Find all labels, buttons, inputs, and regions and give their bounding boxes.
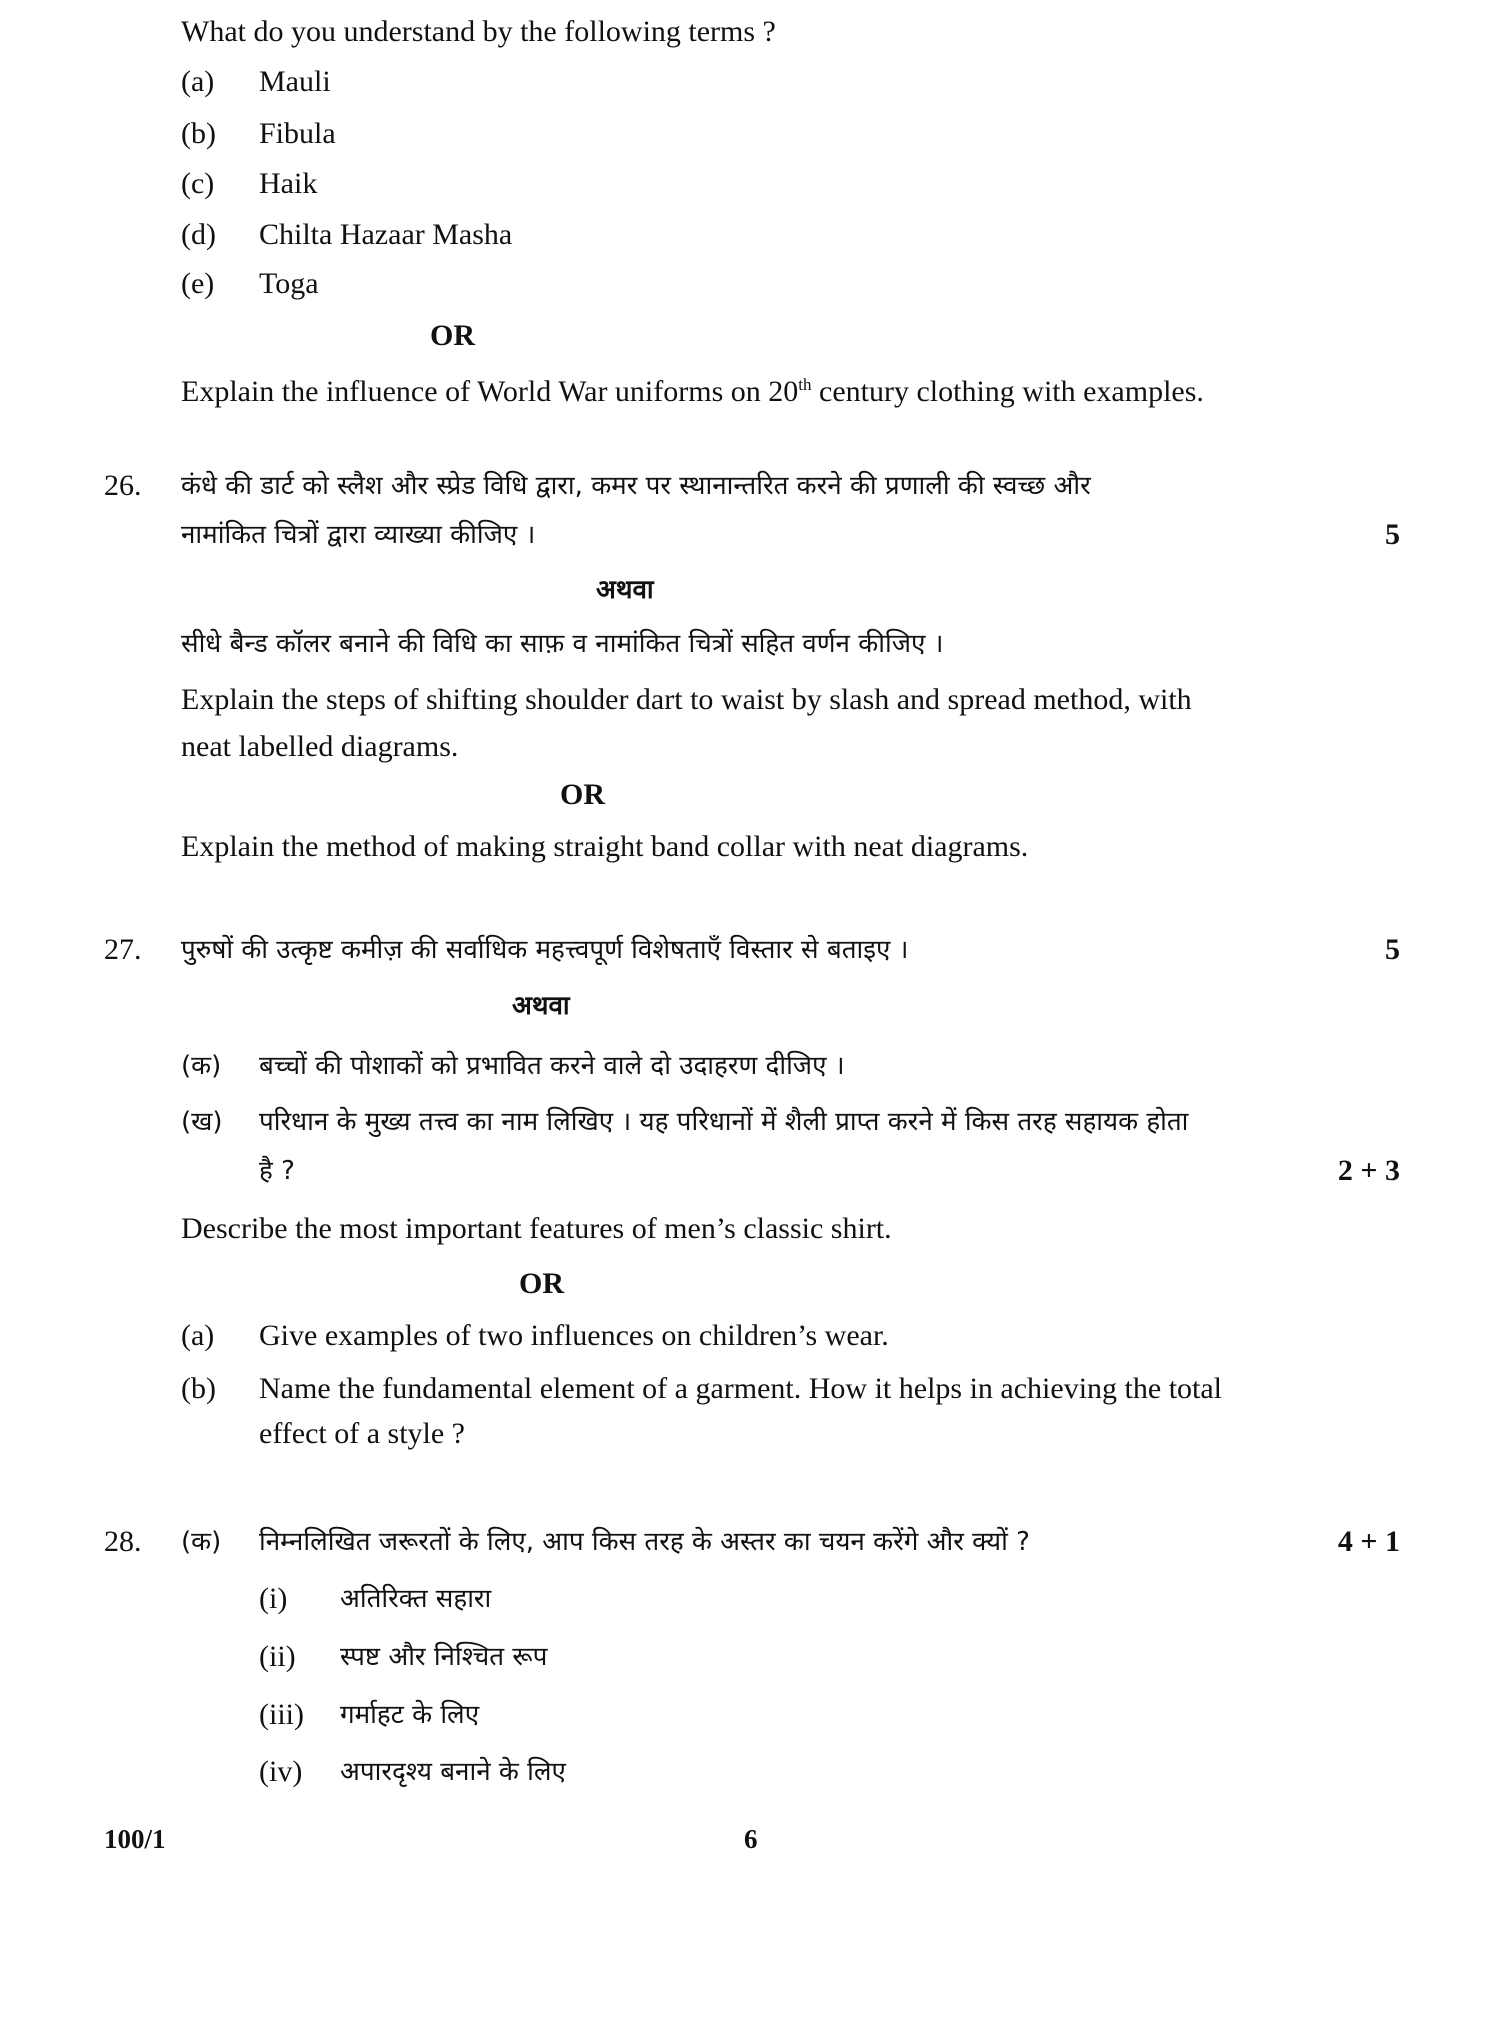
hindi-or-heading: अथवा — [596, 575, 654, 605]
q27-hindi-b-line1: परिधान के मुख्य तत्त्व का नाम लिखिए । यह परिधानों में शैली प्राप्त करने में किस तरह सहायक होता — [259, 1107, 1189, 1137]
sub-label: (a) — [181, 1319, 215, 1352]
marks: 2 + 3 — [1337, 1154, 1400, 1187]
alt-text-post: century clothing with examples. — [811, 375, 1204, 408]
q25-item-label: (c) — [181, 167, 215, 200]
item-text: स्पष्ट और निश्चित रूप — [340, 1642, 548, 1672]
marks: 5 — [1385, 518, 1400, 551]
paper-code: 100/1 — [104, 1824, 166, 1854]
q26-hindi-alt: सीधे बैन्ड कॉलर बनाने की विधि का साफ़ व नामांकित चित्रों सहित वर्णन कीजिए । — [181, 629, 944, 659]
q26-en-line2: neat labelled diagrams. — [181, 730, 459, 763]
q27-hindi-b-line2: है ? — [259, 1156, 295, 1186]
q26-hindi-line2: नामांकित चित्रों द्वारा व्याख्या कीजिए । — [181, 520, 536, 550]
sub-label: (क) — [181, 1051, 222, 1081]
question-number: 28. — [104, 1525, 142, 1558]
page-number: 6 — [744, 1824, 758, 1854]
q26-hindi-line1: कंधे की डार्ट को स्लैश और स्प्रेड विधि द्वारा, कमर पर स्थानान्तरित करने की प्रणाली की स्वच्छ और — [181, 471, 1091, 501]
q27-hindi-question: पुरुषों की उत्कृष्ट कमीज़ की सर्वाधिक महत्त्वपूर्ण विशेषताएँ विस्तार से बताइए । — [181, 935, 909, 965]
q26-en-alt: Explain the method of making straight band collar with neat diagrams. — [181, 830, 1029, 863]
q27-en-b-line1: Name the fundamental element of a garment. How it helps in achieving the total — [259, 1372, 1223, 1405]
or-heading: OR — [560, 778, 605, 811]
or-heading: OR — [519, 1267, 564, 1300]
q25-alternative — [181, 365, 1204, 412]
hindi-or-heading: अथवा — [512, 991, 570, 1021]
q25-item-text: Mauli — [259, 65, 331, 98]
q28-hindi-question: निम्नलिखित जरूरतों के लिए, आप किस तरह के अस्तर का चयन करेंगे और क्यों ? — [259, 1527, 1030, 1557]
q25-item-label: (b) — [181, 117, 216, 150]
item-label: (iii) — [259, 1698, 304, 1731]
sub-label: (b) — [181, 1372, 216, 1405]
question-number: 27. — [104, 933, 142, 966]
marks: 4 + 1 — [1337, 1525, 1400, 1558]
item-text: अपारदृश्य बनाने के लिए — [340, 1757, 566, 1787]
q25-prompt: What do you understand by the following terms ? — [181, 15, 776, 48]
q27-en-a: Give examples of two influences on children’s wear. — [259, 1319, 889, 1352]
q25-item-text: Haik — [259, 167, 318, 200]
marks: 5 — [1385, 933, 1400, 966]
q26-en-line1: Explain the steps of shifting shoulder dart to waist by slash and spread method, with — [181, 683, 1192, 716]
q27-en-question: Describe the most important features of men’s classic shirt. — [181, 1212, 892, 1245]
q25-item-text: Chilta Hazaar Masha — [259, 218, 513, 251]
sub-label: (क) — [181, 1527, 222, 1557]
alt-superscript: th — [798, 375, 812, 394]
alt-text-pre: Explain the influence of World War uniforms on 20 — [181, 375, 799, 408]
or-heading: OR — [430, 319, 475, 352]
q25-item-label: (e) — [181, 267, 215, 300]
q25-item-text: Fibula — [259, 117, 336, 150]
q25-item-label: (d) — [181, 218, 216, 251]
item-label: (ii) — [259, 1640, 296, 1673]
q27-hindi-a: बच्चों की पोशाकों को प्रभावित करने वाले दो उदाहरण दीजिए । — [259, 1051, 845, 1081]
item-text: गर्माहट के लिए — [340, 1700, 480, 1730]
item-text: अतिरिक्त सहारा — [340, 1584, 492, 1614]
sub-label: (ख) — [181, 1107, 223, 1137]
item-label: (i) — [259, 1582, 288, 1615]
q25-item-label: (a) — [181, 65, 215, 98]
question-number: 26. — [104, 469, 142, 502]
q27-en-b-line2: effect of a style ? — [259, 1417, 466, 1450]
q25-item-text: Toga — [259, 267, 319, 300]
item-label: (iv) — [259, 1755, 303, 1788]
